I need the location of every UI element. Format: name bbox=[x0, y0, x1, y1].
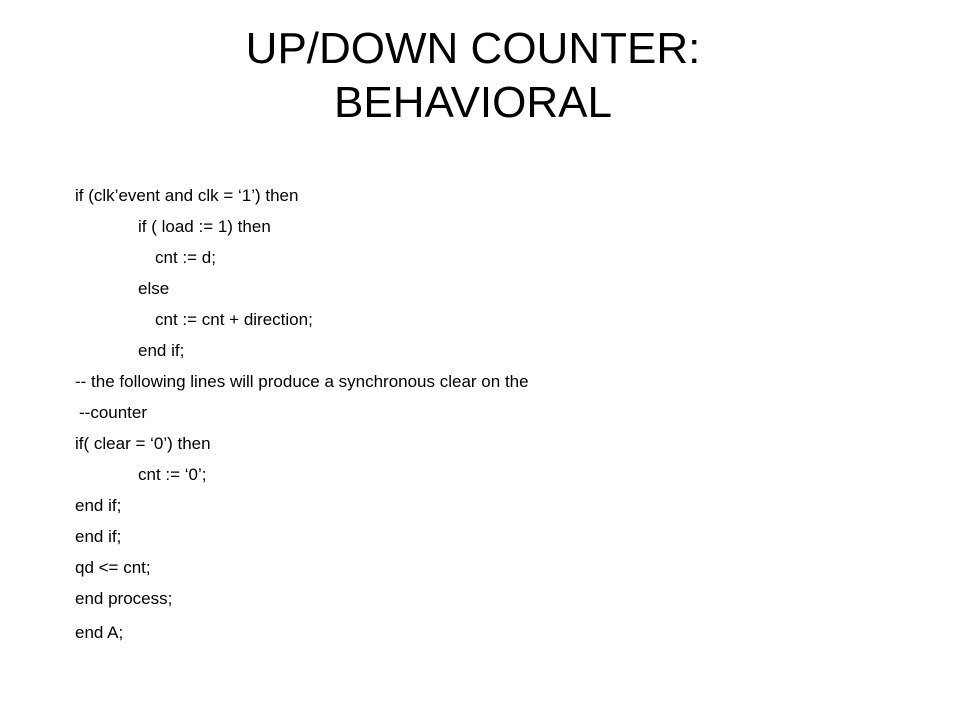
code-line: if (clk’event and clk = ‘1’) then bbox=[75, 186, 299, 205]
code-line: cnt := ‘0’; bbox=[138, 465, 207, 484]
code-line: end process; bbox=[75, 589, 173, 608]
code-line: end if; bbox=[75, 496, 122, 515]
title-line-1: UP/DOWN COUNTER: bbox=[245, 24, 701, 73]
title-line-2: BEHAVIORAL bbox=[334, 78, 612, 127]
code-comment-line: --counter bbox=[79, 403, 148, 422]
code-line: cnt := cnt + direction; bbox=[155, 310, 313, 329]
slide-title bbox=[0, 22, 946, 130]
code-comment-line: -- the following lines will produce a synchronous clear on the bbox=[75, 372, 529, 391]
code-line: end if; bbox=[138, 341, 185, 360]
code-line: if ( load := 1) then bbox=[138, 217, 271, 236]
code-line: end if; bbox=[75, 527, 122, 546]
code-line: end A; bbox=[75, 623, 124, 642]
code-block bbox=[75, 180, 915, 648]
code-line: if( clear = ‘0’) then bbox=[75, 434, 211, 453]
code-line: cnt := d; bbox=[155, 248, 216, 267]
code-line: qd <= cnt; bbox=[75, 558, 151, 577]
code-line: else bbox=[138, 279, 170, 298]
